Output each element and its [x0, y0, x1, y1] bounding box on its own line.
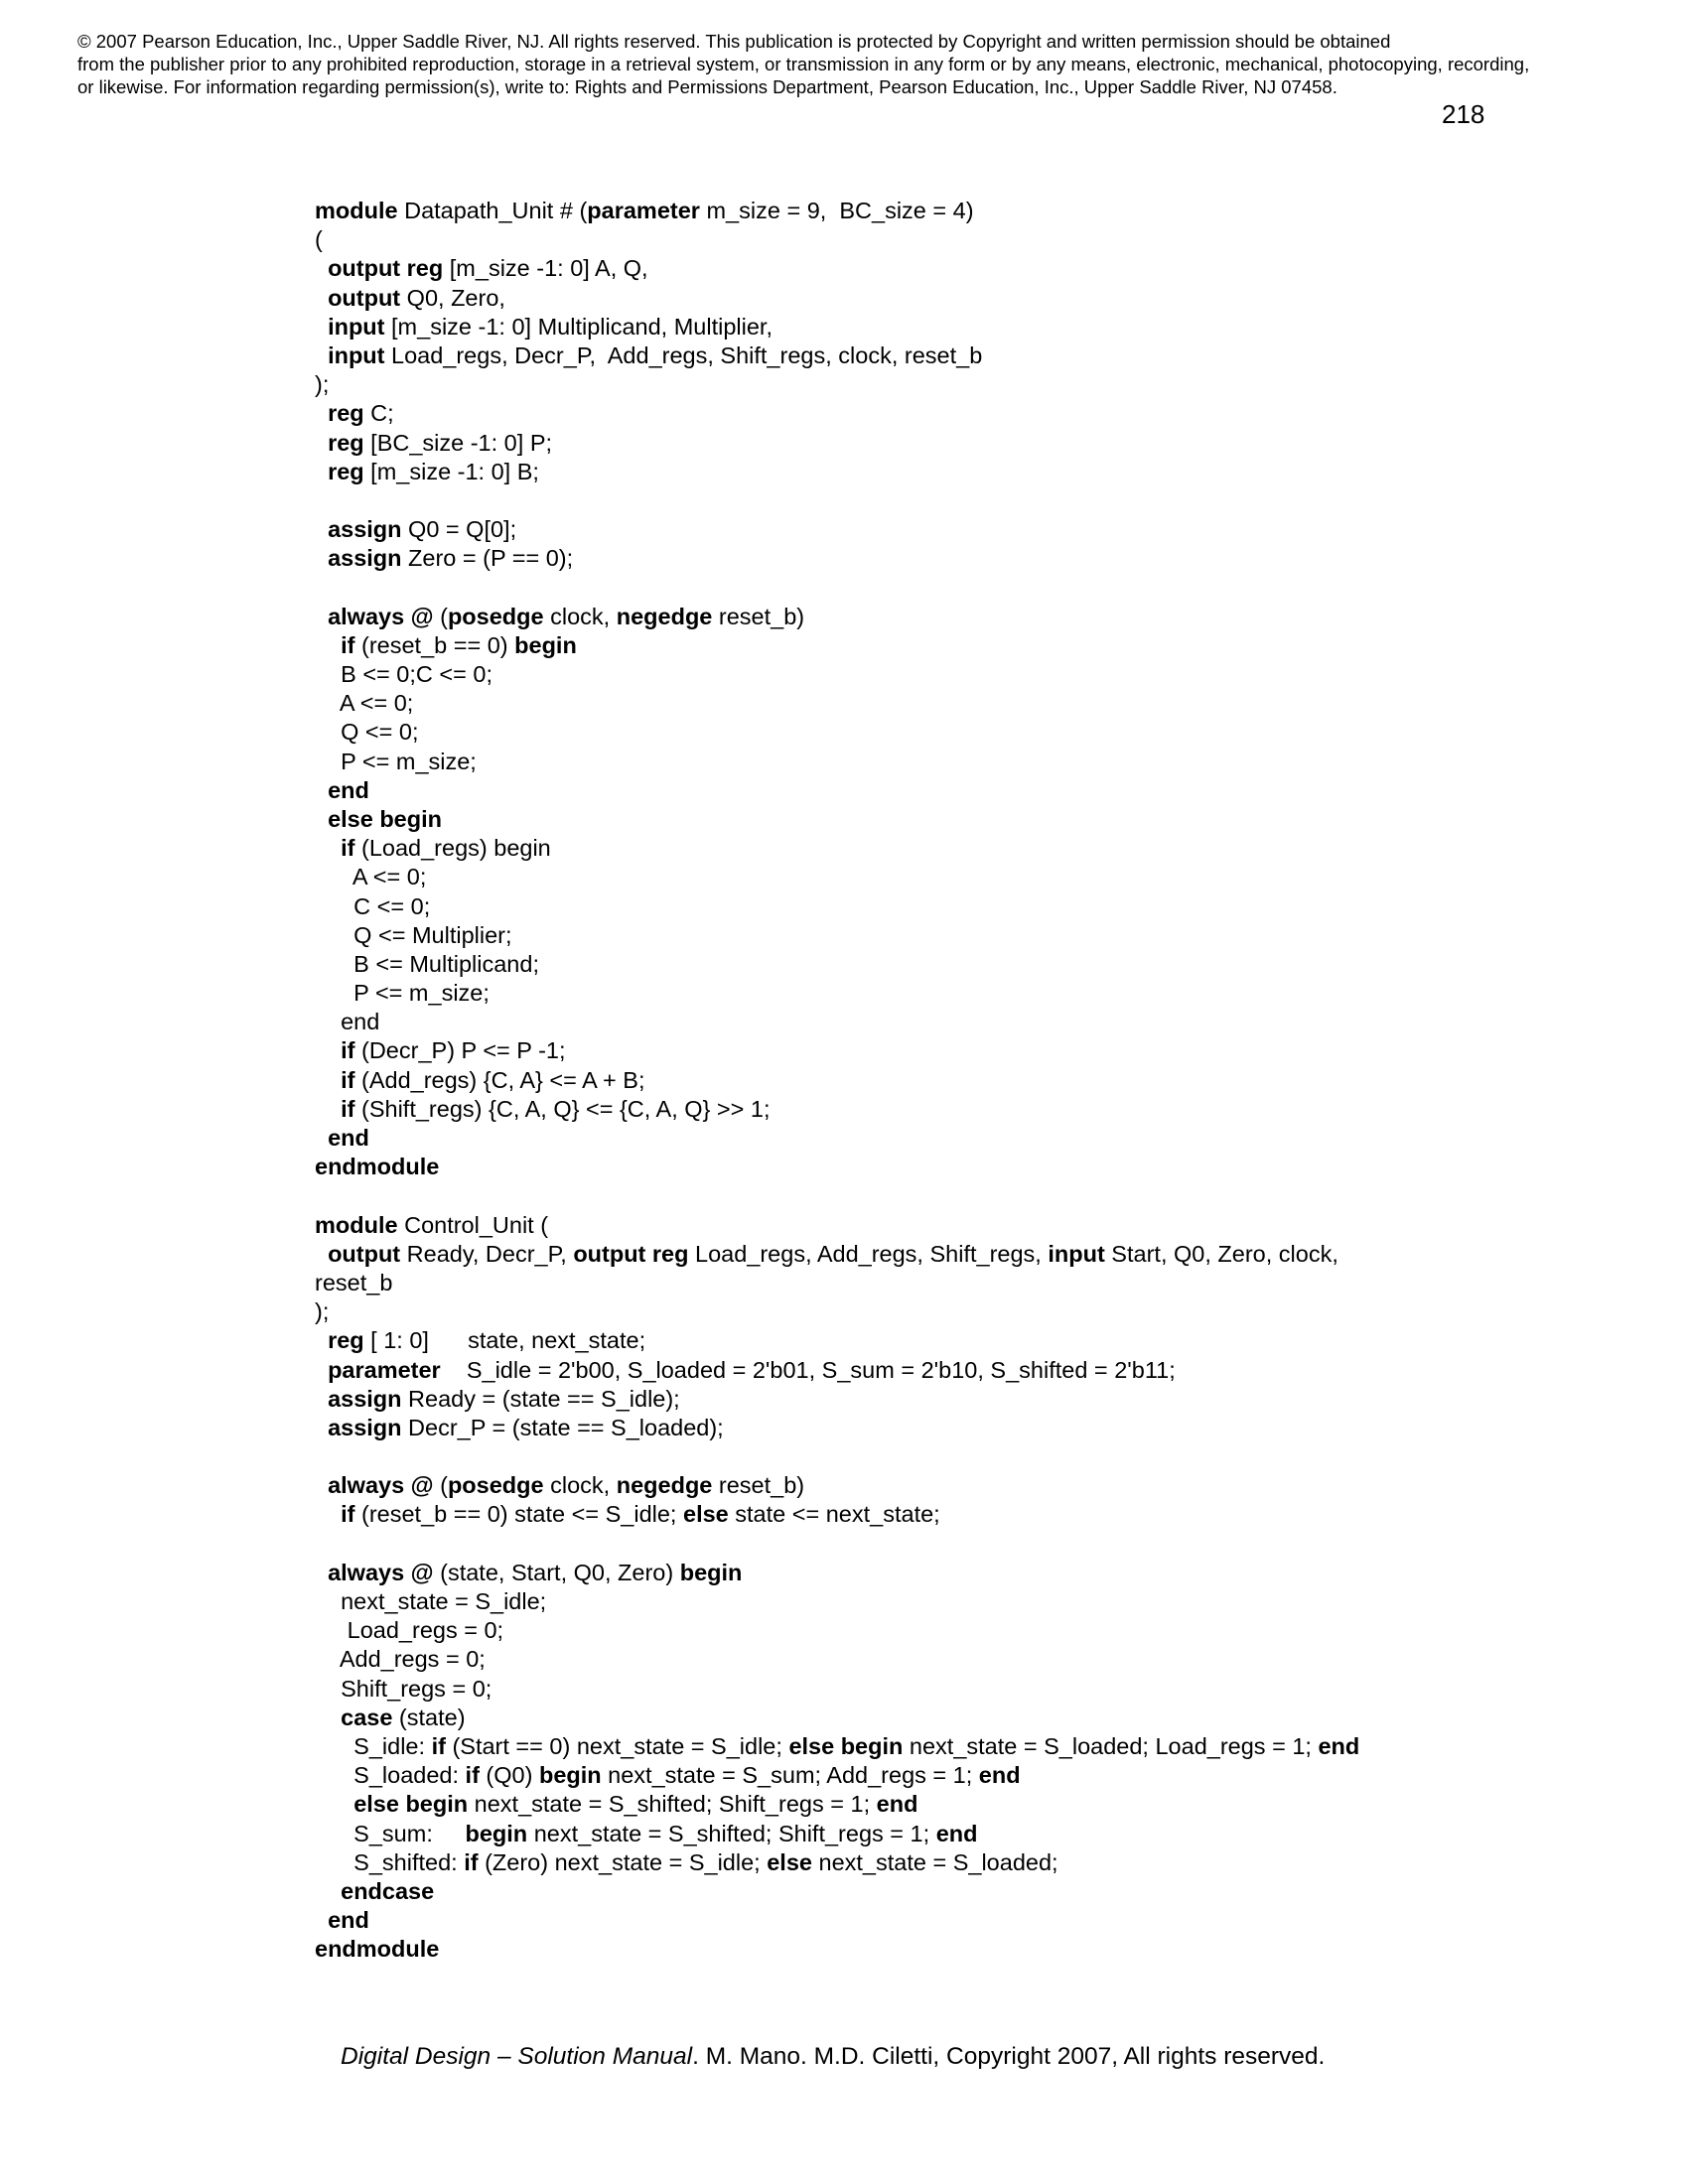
code-keyword: case [341, 1704, 393, 1730]
code-keyword: else begin [788, 1732, 904, 1759]
code-keyword: else [683, 1501, 729, 1528]
code-text: (Zero) next_state = S_idle; [478, 1848, 768, 1875]
code-text: Shift_regs = 0; [315, 1675, 492, 1702]
code-line [315, 1008, 1447, 1036]
code-text: (reset_b == 0) state <= S_idle; [354, 1501, 683, 1528]
code-keyword: if [431, 1732, 446, 1759]
code-line [315, 689, 1447, 718]
code-text: Q <= Multiplier; [315, 921, 512, 948]
code-line [315, 399, 1447, 428]
code-line [315, 1877, 1447, 1906]
code-text [315, 1067, 341, 1093]
code-text [315, 1386, 328, 1412]
code-keyword: end [935, 1820, 978, 1846]
code-keyword: begin [514, 631, 577, 658]
code-text [315, 1037, 341, 1063]
code-keyword: always @ [328, 603, 434, 629]
code-text [315, 1878, 341, 1904]
code-text: (reset_b == 0) [354, 631, 515, 658]
code-text: Load_regs, Add_regs, Shift_regs, [688, 1240, 1049, 1267]
code-text [315, 1327, 328, 1353]
code-text [315, 1560, 328, 1585]
code-keyword: module [315, 198, 398, 223]
code-keyword: reg [328, 429, 364, 456]
code-text [315, 1357, 328, 1383]
code-keyword: always @ [328, 1559, 434, 1585]
code-text: next_state = S_shifted; Shift_regs = 1; [527, 1820, 936, 1846]
code-keyword: assign [328, 1385, 402, 1412]
code-text: A <= 0; [315, 864, 427, 890]
code-text [315, 835, 341, 861]
code-keyword: else [767, 1848, 812, 1875]
code-text: Start, Q0, Zero, clock, [1104, 1240, 1338, 1267]
code-text: (Add_regs) {C, A} <= A + B; [354, 1066, 645, 1093]
code-line [315, 1616, 1447, 1645]
code-line [315, 1848, 1447, 1877]
code-text: Zero = (P == 0); [401, 545, 574, 572]
code-line [315, 1500, 1447, 1529]
code-line [315, 863, 1447, 891]
code-line [315, 370, 1447, 399]
code-line [315, 458, 1447, 486]
code-keyword: end [328, 776, 369, 803]
code-line [315, 1530, 1447, 1559]
code-text: next_state = S_idle; [315, 1588, 547, 1614]
footer-credits: . M. Mano. M.D. Ciletti, Copyright 2007, All rights reserved. [692, 2043, 1326, 2070]
page-footer [341, 2043, 1325, 2071]
code-text: ( [433, 603, 448, 629]
code-line [315, 892, 1447, 921]
code-text [315, 285, 328, 311]
code-text: Load_regs, Decr_P, Add_regs, Shift_regs, clock, reset_b [384, 341, 983, 368]
code-text [315, 604, 328, 629]
code-text: ); [315, 1298, 330, 1325]
code-text: S_idle = 2'b00, S_loaded = 2'b01, S_sum = 2'b10, S_shifted = 2'b11; [440, 1356, 1176, 1383]
code-keyword: module [315, 1211, 398, 1238]
code-line [315, 921, 1447, 950]
code-text: [m_size -1: 0] B; [363, 458, 539, 484]
code-keyword: output [328, 1240, 401, 1267]
code-line [315, 660, 1447, 689]
code-line [315, 1356, 1447, 1385]
code-line [315, 1095, 1447, 1124]
code-text: C; [363, 400, 394, 427]
code-line [315, 1820, 1447, 1848]
code-text: Q0, Zero, [400, 284, 505, 311]
copyright-line: © 2007 Pearson Education, Inc., Upper Saddle River, NJ. All rights reserved. This publication is protected by Copyright and written permission should be obtained [77, 31, 1391, 52]
code-line [315, 1704, 1447, 1732]
code-line [315, 1559, 1447, 1587]
code-text: S_loaded: [315, 1762, 466, 1789]
copyright-notice [77, 30, 1626, 98]
code-line [315, 1587, 1447, 1616]
code-text [315, 1705, 341, 1730]
code-text: Load_regs = 0; [315, 1617, 504, 1644]
code-line [315, 1385, 1447, 1414]
code-line [315, 1906, 1447, 1935]
code-keyword: begin [538, 1762, 602, 1789]
code-line [315, 1153, 1447, 1181]
code-line [315, 284, 1447, 313]
code-line [315, 197, 1447, 225]
code-text: next_state = S_loaded; [811, 1848, 1058, 1875]
code-line [315, 313, 1447, 341]
code-text: (state) [392, 1704, 466, 1730]
code-text: [m_size -1: 0] Multiplicand, Multiplier, [384, 313, 773, 340]
code-keyword: assign [328, 516, 402, 543]
code-line [315, 718, 1447, 747]
code-text: clock, [543, 603, 617, 629]
code-keyword: reg [328, 458, 364, 484]
code-keyword: if [341, 1095, 355, 1122]
code-line [315, 254, 1447, 283]
code-keyword: negedge [616, 1472, 713, 1499]
code-text [315, 632, 341, 658]
code-text [315, 255, 328, 281]
code-text: Ready, Decr_P, [400, 1240, 574, 1267]
code-text: P <= m_size; [315, 980, 490, 1007]
code-keyword: output reg [328, 255, 444, 282]
code-keyword: assign [328, 545, 402, 572]
code-text: next_state = S_loaded; Load_regs = 1; [903, 1732, 1319, 1759]
code-keyword: if [341, 835, 355, 862]
code-line [315, 1066, 1447, 1095]
code-text: S_idle: [315, 1732, 432, 1759]
code-keyword: begin [465, 1820, 528, 1846]
code-text: B <= Multiplicand; [315, 950, 539, 977]
code-text: [BC_size -1: 0] P; [363, 429, 553, 456]
code-text: state <= next_state; [728, 1501, 940, 1528]
code-text: ( [433, 1472, 448, 1499]
code-text [315, 342, 328, 368]
code-text: (Decr_P) P <= P -1; [354, 1037, 566, 1064]
code-line [315, 631, 1447, 660]
code-text: next_state = S_sum; Add_regs = 1; [601, 1762, 979, 1789]
code-text: C <= 0; [315, 892, 431, 919]
copyright-line: or likewise. For information regarding permission(s), write to: Rights and Permissions Department, Pearson Education, Inc., Upper Saddle River, NJ 07458. [77, 76, 1337, 97]
code-keyword: always @ [328, 1472, 434, 1499]
code-keyword: parameter [328, 1356, 441, 1383]
code-text: (state, Start, Q0, Zero) [433, 1559, 680, 1585]
code-line [315, 515, 1447, 544]
code-text: Q <= 0; [315, 719, 419, 746]
code-keyword: if [341, 1037, 355, 1064]
code-line [315, 1935, 1447, 1964]
code-text: reset_b [315, 1269, 393, 1296]
code-line [315, 486, 1447, 515]
code-text [315, 777, 328, 803]
code-line [315, 1297, 1447, 1326]
code-text [315, 314, 328, 340]
code-keyword: reg [328, 1327, 364, 1354]
code-line [315, 1790, 1447, 1819]
code-keyword: input [328, 341, 385, 368]
code-keyword: output reg [573, 1240, 689, 1267]
code-text: next_state = S_shifted; Shift_regs = 1; [468, 1791, 877, 1818]
code-line [315, 1645, 1447, 1674]
code-text: [ 1: 0] state, next_state; [363, 1327, 646, 1354]
code-line [315, 1732, 1447, 1761]
code-text [315, 545, 328, 571]
code-text: ( [315, 226, 323, 253]
code-text: (Q0) [479, 1762, 539, 1789]
code-keyword: posedge [447, 603, 544, 629]
code-text: [m_size -1: 0] A, Q, [443, 255, 648, 282]
code-line [315, 1240, 1447, 1269]
code-text: Add_regs = 0; [315, 1646, 486, 1673]
code-keyword: if [341, 631, 355, 658]
code-line [315, 1414, 1447, 1442]
code-text: ); [315, 371, 330, 398]
code-keyword: input [1048, 1240, 1105, 1267]
code-line [315, 1269, 1447, 1297]
code-line [315, 834, 1447, 863]
code-text [315, 1907, 328, 1933]
code-line [315, 1036, 1447, 1065]
code-text: reset_b) [712, 603, 805, 629]
code-text [315, 1125, 328, 1151]
code-keyword: if [464, 1848, 479, 1875]
code-line [315, 1326, 1447, 1355]
code-text: A <= 0; [315, 690, 414, 717]
code-keyword: if [465, 1762, 480, 1789]
code-keyword: if [341, 1501, 355, 1528]
code-keyword: end [978, 1762, 1021, 1789]
footer-book-title: Digital Design – Solution Manual [341, 2043, 693, 2070]
code-keyword: posedge [447, 1472, 544, 1499]
code-text: Decr_P = (state == S_loaded); [401, 1414, 724, 1440]
code-keyword: end [1318, 1732, 1360, 1759]
code-text: Ready = (state == S_idle); [401, 1385, 680, 1412]
code-line [315, 603, 1447, 631]
code-keyword: endcase [341, 1877, 435, 1904]
code-keyword: if [341, 1066, 355, 1093]
code-text [315, 1415, 328, 1440]
code-line [315, 1211, 1447, 1240]
code-keyword: input [328, 313, 385, 340]
code-keyword: endmodule [315, 1154, 440, 1180]
code-keyword: begin [679, 1559, 743, 1585]
code-keyword: else begin [328, 805, 442, 832]
copyright-line: from the publisher prior to any prohibited reproduction, storage in a retrieval system, or transmission in any form or by any means, electronic, mechanical, photocopying, recording, [77, 54, 1530, 74]
code-text: reset_b) [712, 1472, 805, 1499]
code-line [315, 1124, 1447, 1153]
code-text: m_size = 9, BC_size = 4) [699, 198, 974, 223]
code-text: Datapath_Unit # ( [397, 198, 588, 223]
code-keyword: else begin [353, 1791, 469, 1818]
code-text: Q0 = Q[0]; [401, 516, 517, 543]
code-text [315, 806, 328, 832]
code-text [315, 430, 328, 456]
code-text: B <= 0;C <= 0; [315, 661, 492, 687]
code-keyword: output [328, 284, 401, 311]
code-text: end [315, 1009, 380, 1035]
page-number: 218 [1442, 99, 1485, 129]
code-text [315, 1791, 353, 1817]
code-line [315, 429, 1447, 458]
code-text [315, 459, 328, 484]
code-text: (Shift_regs) {C, A, Q} <= {C, A, Q} >> 1; [354, 1095, 771, 1122]
verilog-code-listing [315, 197, 1447, 1964]
code-line [315, 1675, 1447, 1704]
code-line [315, 341, 1447, 370]
code-text: (Load_regs) begin [354, 835, 551, 862]
code-keyword: end [328, 1125, 369, 1151]
code-line [315, 1471, 1447, 1500]
code-line [315, 1442, 1447, 1471]
code-keyword: negedge [616, 603, 713, 629]
code-line [315, 979, 1447, 1008]
code-keyword: end [328, 1907, 369, 1934]
code-line [315, 573, 1447, 602]
code-text [315, 1241, 328, 1267]
code-text [315, 1096, 341, 1122]
code-text [315, 1472, 328, 1498]
code-keyword: endmodule [315, 1936, 440, 1963]
code-keyword: parameter [587, 198, 700, 223]
code-text: clock, [543, 1472, 617, 1499]
code-text: (Start == 0) next_state = S_idle; [445, 1732, 789, 1759]
code-text: S_shifted: [315, 1848, 465, 1875]
code-line [315, 1761, 1447, 1790]
code-keyword: end [876, 1791, 918, 1818]
code-text: Control_Unit ( [397, 1211, 549, 1238]
code-line [315, 776, 1447, 805]
code-keyword: assign [328, 1414, 402, 1440]
code-keyword: reg [328, 400, 364, 427]
code-line [315, 805, 1447, 834]
code-text [315, 516, 328, 542]
code-text [315, 1501, 341, 1527]
code-line [315, 748, 1447, 776]
code-text [315, 400, 328, 426]
code-line [315, 544, 1447, 573]
code-line [315, 225, 1447, 254]
code-text: P <= m_size; [315, 748, 477, 774]
code-line [315, 1181, 1447, 1210]
code-line [315, 950, 1447, 979]
code-text: S_sum: [315, 1820, 466, 1846]
